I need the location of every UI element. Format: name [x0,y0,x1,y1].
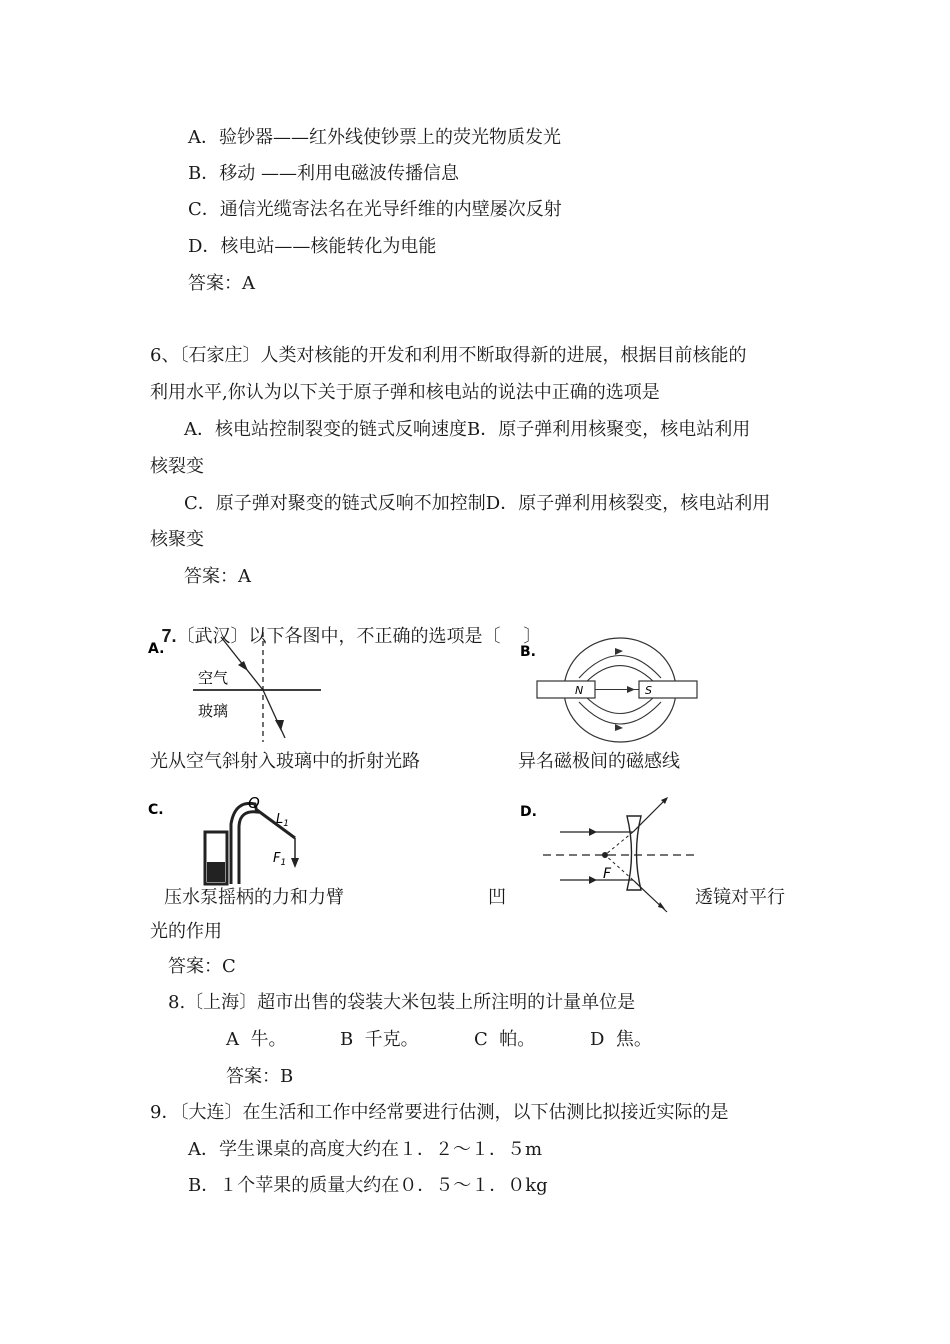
incident-arrow [238,661,248,671]
q5-option-c: C．通信光缆寄法名在光导纤维的内壁屡次反射 [188,199,562,220]
q5-answer: 答案：A [188,273,255,294]
figure-c-letter: C. [148,802,164,818]
figure-b-caption: 异名磁极间的磁感线 [518,751,680,772]
q6-stem-line1: 6、〔石家庄〕人类对核能的开发和利用不断取得新的进展，根据目前核能的 [150,345,747,366]
figure-d-caption-left: 凹 [488,887,506,908]
figure-d-caption-cont: 光的作用 [150,921,222,942]
q9-option-b: B．１个苹果的质量大约在０．５～１．０kg [188,1175,548,1196]
figure-d-concave-lens [515,794,705,914]
figure-d-letter: D. [520,804,537,820]
focus-label: F [603,866,612,882]
diverged-bottom-arrow [658,902,665,909]
q6-options-ab: A．核电站控制裂变的链式反响速度B．原子弹利用核聚变，核电站利用 [184,419,751,440]
figure-c-caption: 压水泵摇柄的力和力臂 [164,887,344,908]
field-line-top-mid [579,656,661,679]
concave-lens [627,816,641,890]
q6-options-cd: C．原子弹对聚变的链式反响不加控制D．原子弹利用核裂变，核电站利用 [184,493,771,514]
pivot-label: O [248,794,260,812]
figure-a-refraction [145,632,335,747]
q9-option-a: A．学生课桌的高度大约在１．２～１．５m [188,1139,543,1160]
q7-number: 7. [161,626,177,646]
figure-b-magnet-field [515,628,705,743]
q5-option-a: A．验钞器——红外线使钞票上的荧光物质发光 [188,127,561,148]
field-line-bottom-inner [585,696,655,714]
q8-option-a: A 牛。 [226,1029,287,1050]
q5-option-d: D．核电站——核能转化为电能 [188,236,437,257]
field-line-top-inner [585,666,655,684]
q6-options-ab-cont: 核裂变 [150,456,204,477]
q6-stem-line2: 利用水平,你认为以下关于原子弹和核电站的说法中正确的选项是 [150,382,660,403]
force-arrow-head [291,858,299,868]
figure-d-caption-right: 透镜对平行 [695,887,785,908]
bottom-arrow [615,724,623,731]
q8-stem: 8.〔上海〕超市出售的袋装大米包装上所注明的计量单位是 [168,992,636,1013]
air-label: 空气 [198,669,229,687]
ray-top-arrow [589,828,597,836]
q7-answer: 答案：C [168,956,236,977]
q9-stem: 9．〔大连〕在生活和工作中经常要进行估测，以下估测比拟接近实际的是 [150,1102,729,1123]
q6-options-cd-cont: 核聚变 [150,529,204,550]
south-label: S [645,684,652,697]
force-label: $F_1$ [273,851,287,868]
ray-bottom-arrow [589,876,597,884]
q8-answer: 答案：B [226,1066,294,1087]
figure-a-letter: A. [148,641,165,657]
q8-option-c: C 帕。 [474,1029,536,1050]
glass-label: 玻璃 [198,702,229,720]
top-arrow [615,648,623,655]
north-label: N [575,684,584,697]
q8-option-b: B 千克。 [340,1029,419,1050]
figure-a-caption: 光从空气斜射入玻璃中的折射光路 [150,751,420,772]
figure-b-letter: B. [520,644,536,660]
north-pole-bar [537,681,595,698]
q8-option-d: D 焦。 [590,1029,652,1050]
refracted-ray [263,690,285,738]
q6-answer: 答案：A [184,566,251,587]
focus-point [602,852,608,858]
figure-c-pump-handle [145,792,335,887]
arm-label: $L_1$ [276,812,289,829]
q7-stem-text: 〔武汉〕以下各图中，不正确的选项是〔 〕 [176,626,542,647]
q5-option-b: B．移动 ——利用电磁波传播信息 [188,163,459,184]
pump-pipe [231,803,257,884]
diverged-top [633,798,667,832]
virtual-top [605,832,633,855]
refracted-arrow [275,720,284,731]
pump-water [207,862,225,882]
center-arrow [627,686,635,693]
